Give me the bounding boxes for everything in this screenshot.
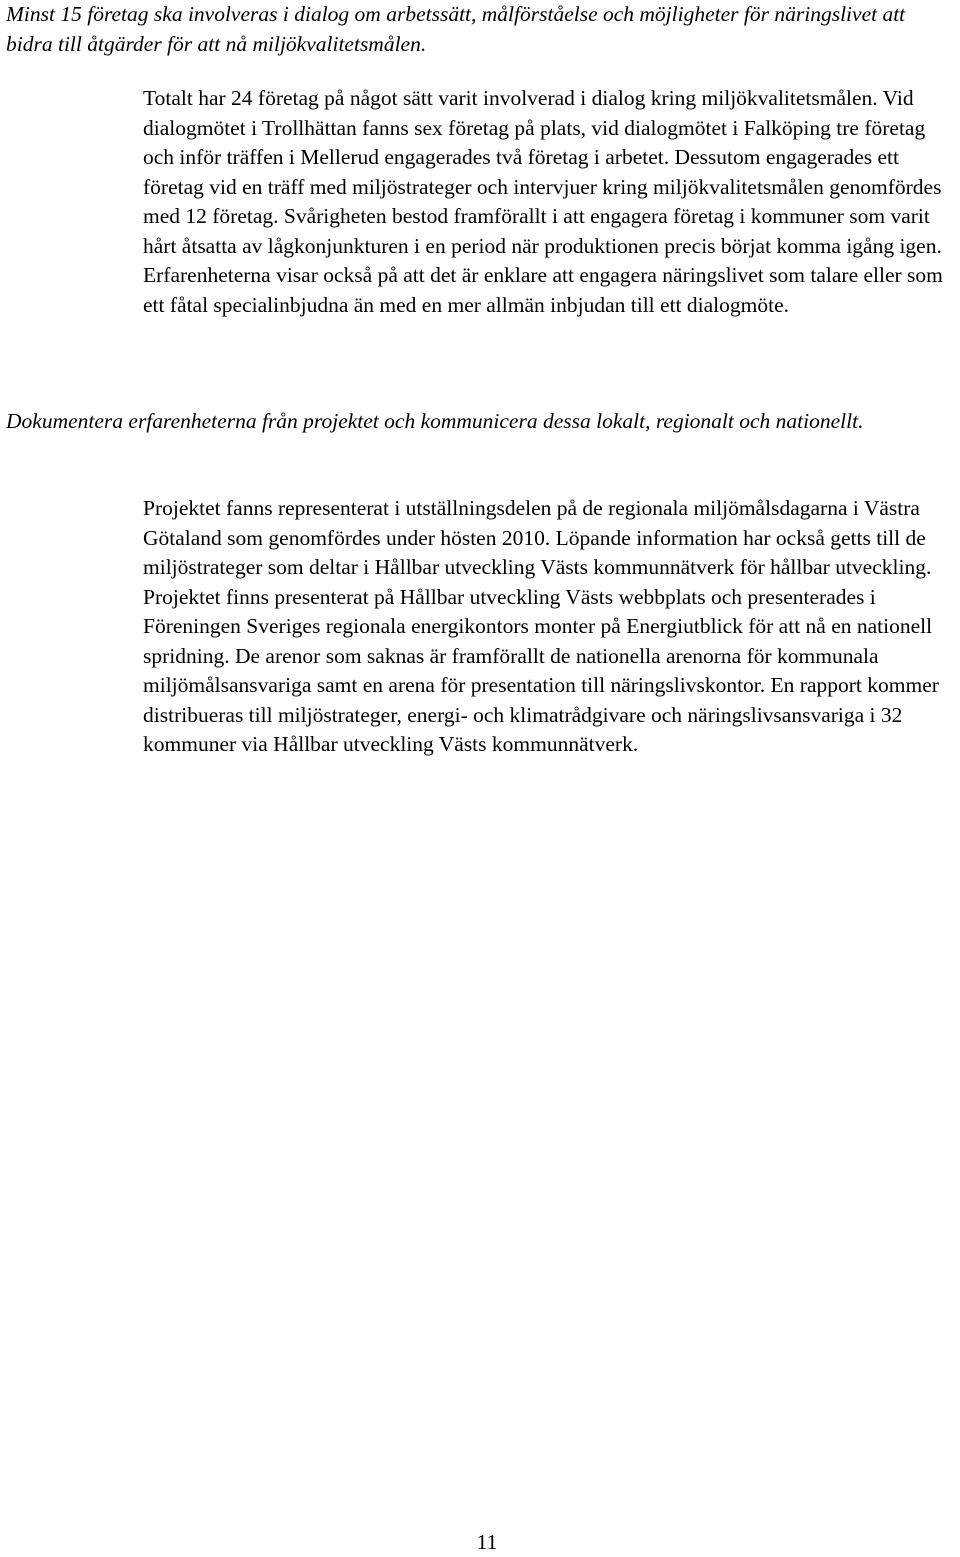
paragraph-communication: Projektet fanns representerat i utställningsdelen på de regionala miljömålsdagarna i Västra Götaland som genomfördes under hösten 2010. Löpande information har också getts till de miljöstrateger som deltar i Hållbar utveckling Västs kommunnätverk för hållbar utveckling. Projektet finns presenterat på Hållbar utveckling Västs webbplats och presenterades i Föreningen Sveriges regionala energikontors monter på Energiutblick för att nå en nationell spridning. De arenor som saknas är framförallt de nationella arenorna för kommunala miljömålsansvariga samt en arena för presentation till näringslivskontor. En rapport kommer distribueras till miljöstrateger, energi- och klimatrådgivare och näringslivsansvariga i 32 kommuner via Hållbar utveckling Västs kommunnätverk. — [143, 496, 939, 756]
page-number: 11 — [476, 1530, 498, 1554]
section-heading-document-experiences: Dokumentera erfarenheterna från projektet och kommunicera dessa lokalt, regionalt och nationellt. — [6, 409, 864, 433]
section-heading-involve-companies: Minst 15 företag ska involveras i dialog om arbetssätt, målförståelse och möjligheter för näringslivet att bidra till åtgärder för att nå miljökvalitetsmålen. — [6, 2, 906, 56]
paragraph-company-dialogue: Totalt har 24 företag på något sätt varit involverad i dialog kring miljökvalitetsmålen. Vid dialogmötet i Trollhättan fanns sex företag på plats, vid dialogmötet i Falköping tre företag och inför träffen i Mellerud engagerades två företag i arbetet. Dessutom engagerades ett företag vid en träff med miljöstrateger och intervjuer kring miljökvalitetsmålen genomfördes med 12 företag. Svårigheten bestod framförallt i att engagera företag i kommuner som varit hårt åtsatta av lågkonjunkturen i en period när produktionen precis börjat komma igång igen. Erfarenheterna visar också på att det är enklare att engagera näringslivet som talare eller som ett fåtal specialinbjudna än med en mer allmän inbjudan till ett dialogmöte. — [143, 86, 943, 317]
